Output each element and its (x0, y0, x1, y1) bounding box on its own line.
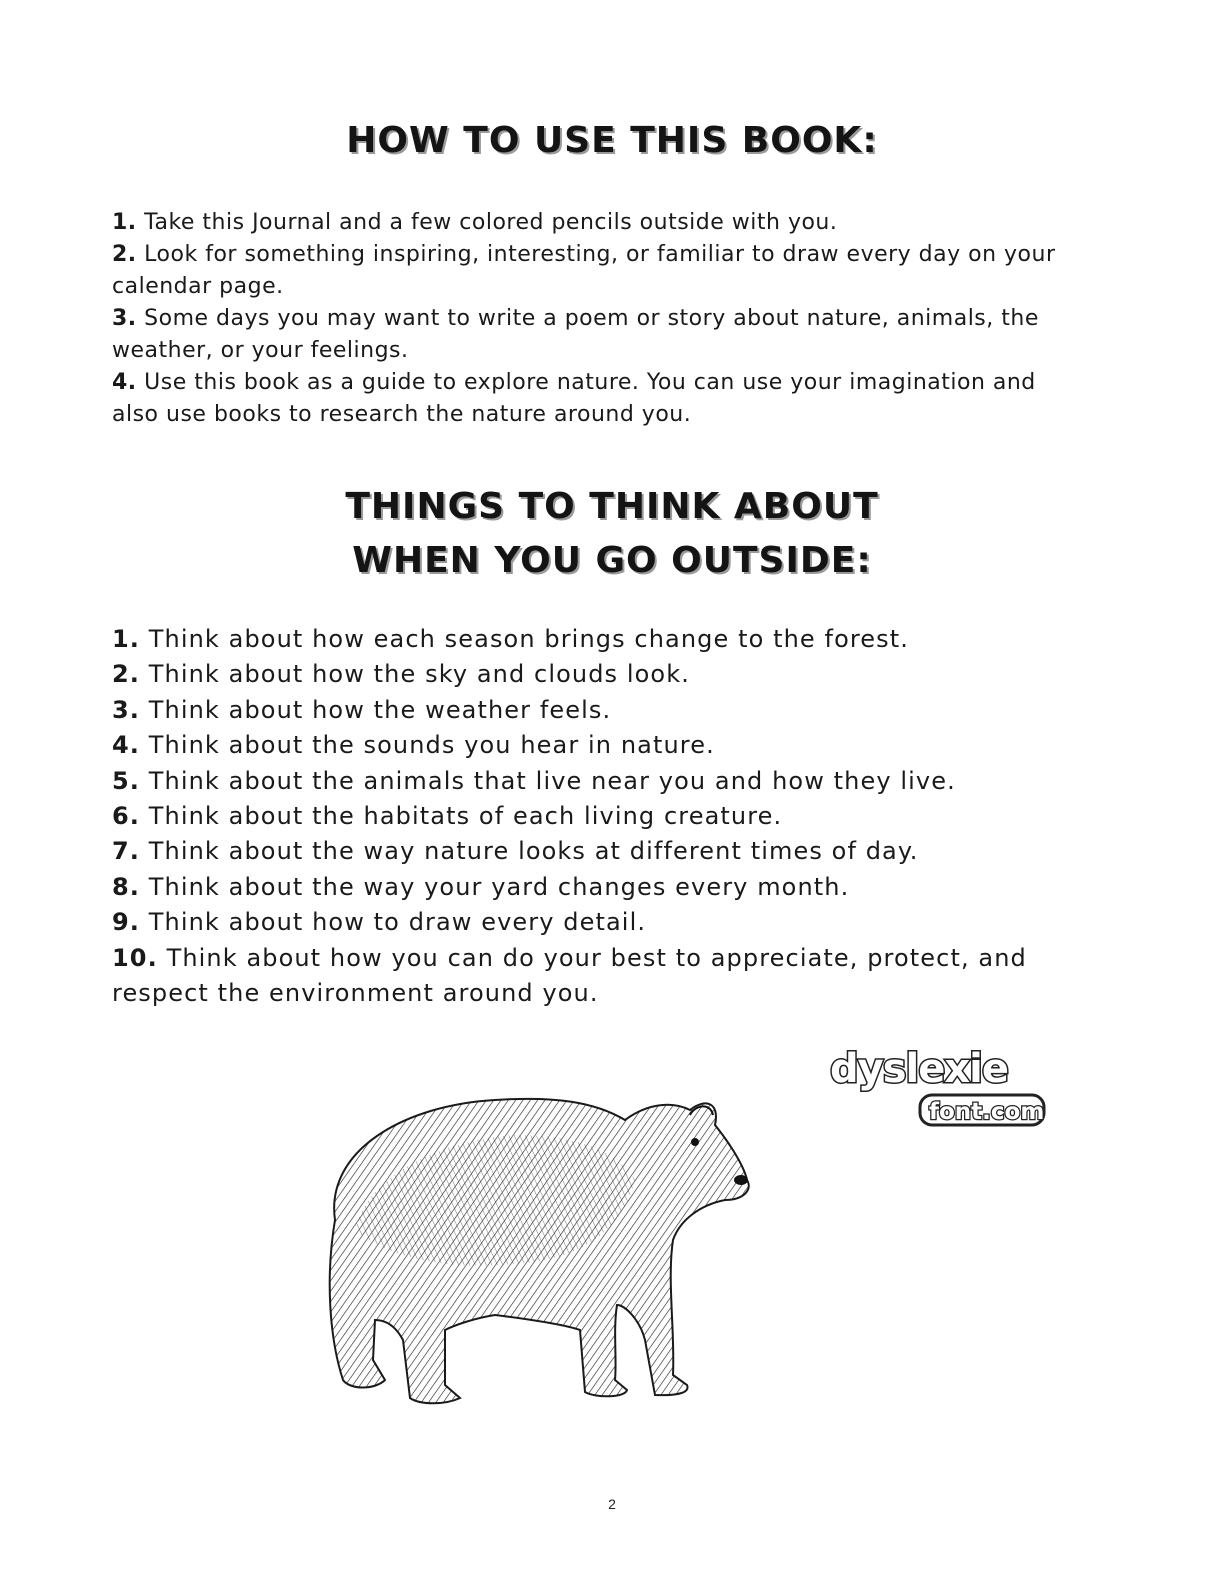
item-text: Think about the way nature looks at different times of day. (148, 837, 919, 866)
list-item (112, 905, 1072, 940)
list-item (112, 728, 1072, 763)
item-text: Think about the habitats of each living creature. (148, 802, 783, 831)
bear-illustration (295, 1080, 755, 1410)
list-item (112, 657, 1072, 692)
item-text: Think about how each season brings change to the forest. (148, 625, 910, 653)
item-text: Think about how the sky and clouds look. (148, 660, 690, 689)
item-text: Think about the animals that live near you and how they live. (148, 766, 956, 795)
list-item (112, 303, 1072, 367)
item-number: 8. (112, 872, 141, 901)
logo-wordmark: dyslexie (830, 1046, 1008, 1092)
list-item (112, 239, 1072, 303)
item-number: 3. (112, 695, 141, 724)
item-number: 9. (112, 908, 141, 937)
item-number: 1. (112, 210, 137, 235)
page-number: 2 (608, 1496, 616, 1512)
how-to-use-list (112, 207, 1072, 431)
item-number: 4. (112, 370, 137, 395)
item-text: Think about how the weather feels. (148, 695, 612, 724)
list-item (112, 367, 1072, 431)
item-text: Think about the way your yard changes every month. (148, 872, 850, 901)
things-to-think-list (112, 622, 1072, 1011)
item-text: Take this Journal and a few colored pencils outside with you. (144, 210, 838, 235)
item-number: 6. (112, 802, 141, 831)
list-item (112, 799, 1072, 834)
item-number: 10. (112, 943, 158, 972)
title-line-2: WHEN YOU GO OUTSIDE: (352, 540, 872, 581)
item-text: Think about the sounds you hear in nature. (148, 731, 715, 760)
item-text: Some days you may want to write a poem or story about nature, animals, the weather, or your feelings. (112, 306, 1039, 363)
dyslexie-font-logo (828, 1040, 1048, 1130)
section-title-how-to-use: HOW TO USE THIS BOOK: (346, 120, 878, 161)
item-number: 4. (112, 731, 141, 760)
list-item (112, 834, 1072, 869)
item-number: 1. (112, 625, 141, 653)
list-item (112, 693, 1072, 728)
item-number: 3. (112, 306, 137, 331)
item-text: Use this book as a guide to explore nature. You can use your imagination and also use books to research the nature around you. (112, 370, 1036, 427)
list-item (112, 941, 1072, 1012)
item-number: 2. (112, 660, 141, 689)
list-item (112, 207, 1072, 239)
logo-domain: font.com (929, 1099, 1045, 1125)
item-text: Look for something inspiring, interesting, or familiar to draw every day on your calendar page. (112, 242, 1056, 299)
bear-body (330, 1099, 749, 1403)
item-text: Think about how to draw every detail. (148, 908, 647, 937)
list-item (112, 764, 1072, 799)
list-item (112, 622, 1072, 657)
section-title-things-to-think (0, 480, 1224, 588)
title-line-1: THINGS TO THINK ABOUT (345, 486, 879, 527)
item-text: Think about how you can do your best to appreciate, protect, and respect the environment around you. (112, 943, 1027, 1008)
item-number: 7. (112, 837, 141, 866)
list-item (112, 870, 1072, 905)
item-number: 2. (112, 242, 137, 267)
item-number: 5. (112, 766, 141, 795)
